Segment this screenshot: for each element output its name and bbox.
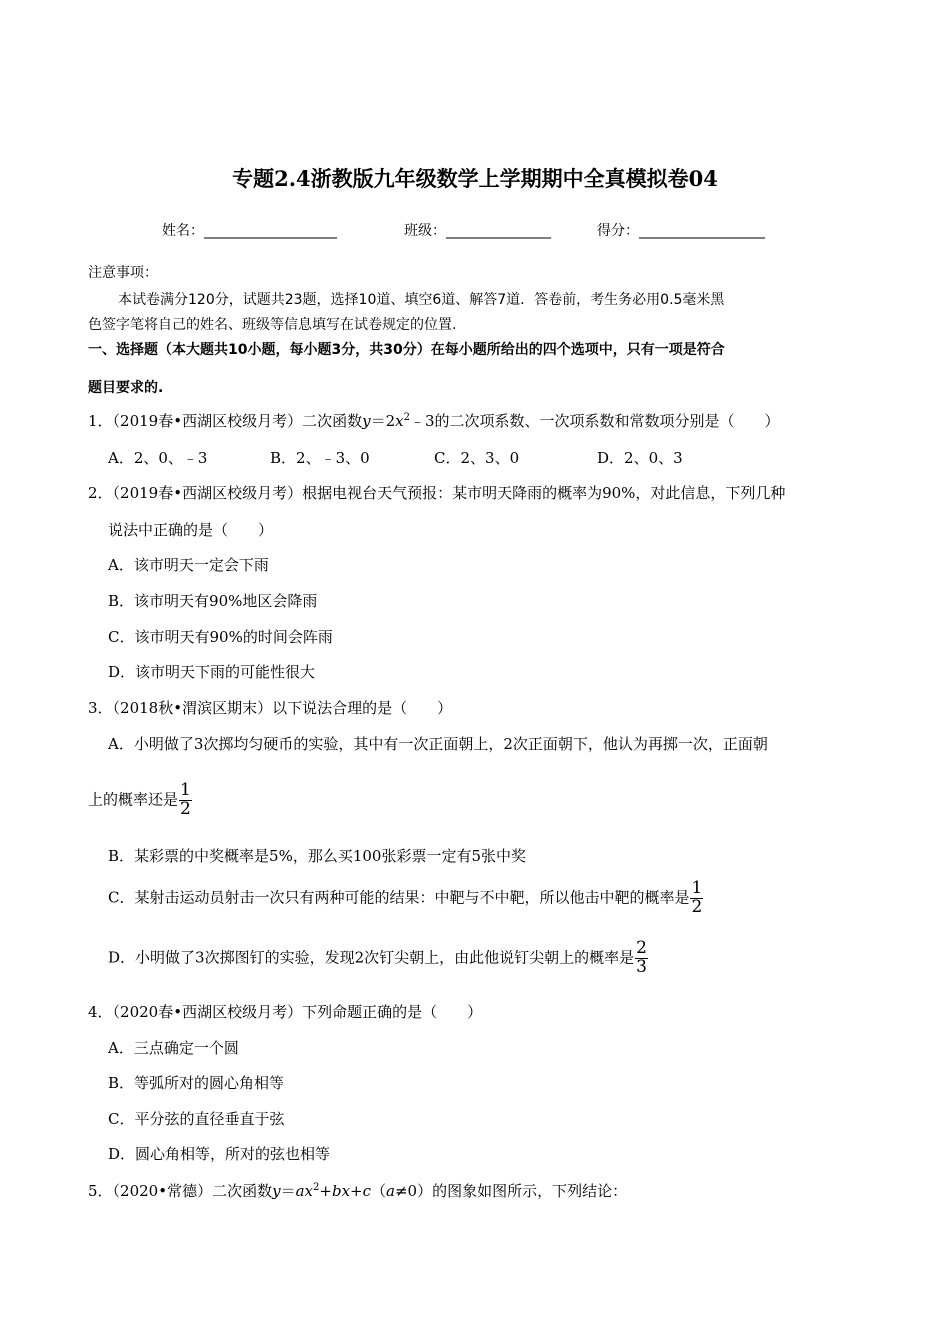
notice-line-1: 本试卷满分120分，试题共23题，选择10道、填空6道、解答7道．答卷前，考生务必用0.5毫米黑 <box>118 292 725 308</box>
class-label: 班级： <box>404 223 446 239</box>
condition: ≠0） <box>394 1182 433 1200</box>
question-4-stem <box>88 1001 482 1022</box>
question-source: （2019春•西湖区校级月考）二次函数 <box>112 412 363 430</box>
question-3-stem <box>88 697 452 718</box>
question-number: 4． <box>88 1003 113 1021</box>
var-x: x <box>341 1182 351 1200</box>
name-field[interactable] <box>162 220 337 240</box>
eq-sign: ＝ <box>280 1182 296 1200</box>
question-5-stem <box>88 1180 627 1201</box>
question-number: 5． <box>88 1182 113 1200</box>
q4-option-d[interactable]: D．圆心角相等，所对的弦也相等 <box>108 1145 331 1163</box>
q2-option-c[interactable]: C．该市明天有90%的时间会阵雨 <box>108 628 333 646</box>
eq-part: ＝2 <box>370 412 396 430</box>
fraction-denominator: 2 <box>180 798 191 819</box>
var-b: b <box>331 1182 342 1200</box>
question-number: 3． <box>88 699 113 717</box>
fraction-denominator: 2 <box>691 896 703 917</box>
exponent: 2 <box>313 1182 320 1193</box>
fraction-numerator: 1 <box>180 780 191 800</box>
var-y: y <box>362 412 371 430</box>
question-2-stem-cont: 说法中正确的是（ ） <box>108 521 274 539</box>
section-heading-line-2: 题目要求的. <box>88 380 164 396</box>
q3-option-c[interactable] <box>108 880 703 917</box>
notice-heading: 注意事项： <box>88 265 158 281</box>
q4-option-a[interactable]: A．三点确定一个圆 <box>108 1039 239 1057</box>
question-text: 的图象如图所示，下列结论： <box>432 1182 628 1200</box>
plus-sign: + <box>319 1182 332 1200</box>
score-blank: __________________ <box>639 223 765 239</box>
score-label: 得分： <box>597 223 639 239</box>
q1-option-c[interactable]: C．2、3、0 <box>434 449 520 467</box>
question-number: 2． <box>88 484 113 502</box>
q3-option-d[interactable] <box>108 940 648 977</box>
q3-option-a[interactable]: A．小明做了3次掷均匀硬币的实验，其中有一次正面朝上，2次正面朝下，他认为再掷一次，正面朝 <box>108 735 768 753</box>
var-y: y <box>272 1182 281 1200</box>
name-blank: ___________________ <box>204 223 337 239</box>
q1-option-d[interactable]: D．2、0、3 <box>597 449 683 467</box>
score-field[interactable] <box>597 220 765 240</box>
text: D．小明做了3次掷图钉的实验，发现2次钉尖朝上，由此他说钉尖朝上的概率是 <box>108 948 635 967</box>
q4-option-c[interactable]: C．平分弦的直径垂直于弦 <box>108 1110 285 1128</box>
fraction <box>179 782 192 819</box>
q3-option-a-cont <box>88 782 192 819</box>
text: 上的概率还是 <box>88 790 179 809</box>
fraction-numerator: 1 <box>691 878 703 898</box>
q3-option-b[interactable]: B．某彩票的中奖概率是5%，那么买100张彩票一定有5张中奖 <box>108 847 526 865</box>
q2-option-b[interactable]: B．该市明天有90%地区会降雨 <box>108 592 318 610</box>
question-2-stem <box>88 482 785 503</box>
section-heading-line-1: 一、选择题（本大题共10小题，每小题3分，共30分）在每小题所给出的四个选项中，只有一项是符合 <box>88 342 725 358</box>
question-text: （2018秋•渭滨区期末）以下说法合理的是（ ） <box>112 699 453 717</box>
question-number: 1． <box>88 412 113 430</box>
text: C．某射击运动员射击一次只有两种可能的结果：中靶与不中靶，所以他击中靶的概率是 <box>108 888 690 907</box>
q4-option-b[interactable]: B．等弧所对的圆心角相等 <box>108 1074 285 1092</box>
exponent: 2 <box>403 412 410 423</box>
fraction-numerator: 2 <box>636 938 647 958</box>
paren-open: （ <box>371 1182 387 1200</box>
var-a: a <box>386 1182 395 1200</box>
fraction-denominator: 3 <box>636 956 647 977</box>
var-c: c <box>362 1182 372 1200</box>
question-text: （2020春•西湖区校级月考）下列命题正确的是（ ） <box>112 1003 483 1021</box>
name-label: 姓名： <box>162 223 204 239</box>
question-text: ﹣3的二次项系数、一次项系数和常数项分别是（ ） <box>409 412 780 430</box>
class-blank: _______________ <box>446 223 551 239</box>
question-source: （2020•常德）二次函数 <box>112 1182 273 1200</box>
page-title: 专题2.4浙教版九年级数学上学期期中全真模拟卷04 <box>232 166 718 191</box>
var-x: x <box>304 1182 313 1200</box>
q1-option-b[interactable]: B．2、﹣3、0 <box>270 449 370 467</box>
question-1-stem <box>88 410 780 431</box>
var-a: a <box>295 1182 305 1200</box>
fraction <box>635 940 648 977</box>
q1-option-a[interactable]: A．2、0、﹣3 <box>108 449 208 467</box>
notice-line-2: 色签字笔将自己的姓名、班级等信息填写在试卷规定的位置. <box>88 317 457 333</box>
q2-option-d[interactable]: D．该市明天下雨的可能性很大 <box>108 663 316 681</box>
var-x: x <box>395 412 404 430</box>
plus-sign: + <box>350 1182 363 1200</box>
class-field[interactable] <box>404 220 551 240</box>
question-text: （2019春•西湖区校级月考）根据电视台天气预报：某市明天降雨的概率为90%，对此信息，下列几种 <box>112 484 786 502</box>
fraction <box>690 880 703 917</box>
q2-option-a[interactable]: A．该市明天一定会下雨 <box>108 556 269 574</box>
